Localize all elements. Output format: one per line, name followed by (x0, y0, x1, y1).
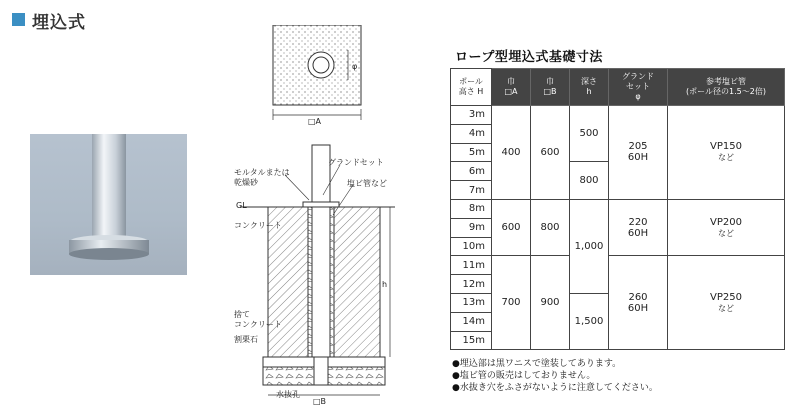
table-header-row (451, 69, 785, 106)
gravel-label: 割栗石 (234, 335, 258, 344)
ground-set-label: グランドセット (328, 158, 384, 167)
pvc-value: VP250 (710, 291, 742, 303)
table-row (451, 199, 785, 218)
height-cell: 5m (451, 143, 492, 162)
ground-set-cell: 260 60H (609, 256, 668, 350)
pvc-value: VP200 (710, 216, 742, 228)
pvc-pipe-label: 塩ビ管など (347, 179, 387, 188)
concrete-label: コンクリート (234, 221, 282, 230)
dim-phi-label: φ (352, 62, 358, 71)
height-cell: 15m (451, 331, 492, 350)
pvc-suffix: など (718, 228, 734, 238)
pvc-suffix: など (718, 153, 734, 163)
height-cell: 4m (451, 124, 492, 143)
gl-label: GL (236, 201, 247, 210)
header-depth: 深さ h (570, 69, 609, 106)
width-a-cell: 400 (492, 106, 531, 200)
note-item: ●埋込部は黒ワニスで塗装してあります。 (452, 359, 622, 369)
table-row (451, 106, 785, 125)
height-cell: 3m (451, 106, 492, 125)
dim-b-label: □B (313, 397, 327, 406)
ground-set-cell: 205 60H (609, 106, 668, 200)
depth-cell: 1,500 (570, 293, 609, 349)
header-height: ポール 高さ H (451, 69, 492, 106)
height-cell: 6m (451, 162, 492, 181)
width-a-cell: 600 (492, 199, 531, 255)
dim-h-label: h (382, 280, 388, 289)
top-view-diagram (268, 25, 368, 125)
width-b-cell: 800 (531, 199, 570, 255)
header-pvc: 参考塩ビ管 (ポール径の1.5〜2倍) (668, 69, 785, 106)
height-cell: 9m (451, 218, 492, 237)
pvc-cell (668, 199, 785, 255)
title-marker (12, 13, 25, 26)
width-b-cell: 900 (531, 256, 570, 350)
depth-cell: 1,000 (570, 199, 609, 293)
ground-set-cell: 220 60H (609, 199, 668, 255)
depth-cell: 500 (570, 106, 609, 162)
dim-a-label: □A (308, 117, 322, 126)
page-title: 埋込式 (32, 13, 86, 33)
height-cell: 8m (451, 199, 492, 218)
product-photo (30, 134, 187, 275)
height-cell: 13m (451, 293, 492, 312)
pvc-suffix: など (718, 303, 734, 313)
header-width-b: 巾 □B (531, 69, 570, 106)
width-b-cell: 600 (531, 106, 570, 200)
table-row (451, 256, 785, 275)
table-title: ロープ型埋込式基礎寸法 (455, 50, 603, 65)
note-item: ●水抜き穴をふさがないように注意してください。 (452, 383, 658, 393)
header-ground-set: グランド セット φ (609, 69, 668, 106)
foundation-table (450, 68, 785, 350)
height-cell: 14m (451, 312, 492, 331)
height-cell: 10m (451, 237, 492, 256)
pvc-value: VP150 (710, 141, 742, 153)
height-cell: 11m (451, 256, 492, 275)
mortar-label: モルタルまたは 乾燥砂 (234, 168, 290, 187)
header-width-a: 巾 □A (492, 69, 531, 106)
note-item: ●塩ビ管の販売はしておりません。 (452, 371, 596, 381)
pvc-cell (668, 106, 785, 200)
drain-hole-label: 水抜孔 (276, 390, 300, 399)
width-a-cell: 700 (492, 256, 531, 350)
depth-cell: 800 (570, 162, 609, 200)
pvc-cell (668, 256, 785, 350)
height-cell: 12m (451, 275, 492, 294)
height-cell: 7m (451, 181, 492, 200)
base-concrete-label: 捨て コンクリート (234, 310, 282, 329)
